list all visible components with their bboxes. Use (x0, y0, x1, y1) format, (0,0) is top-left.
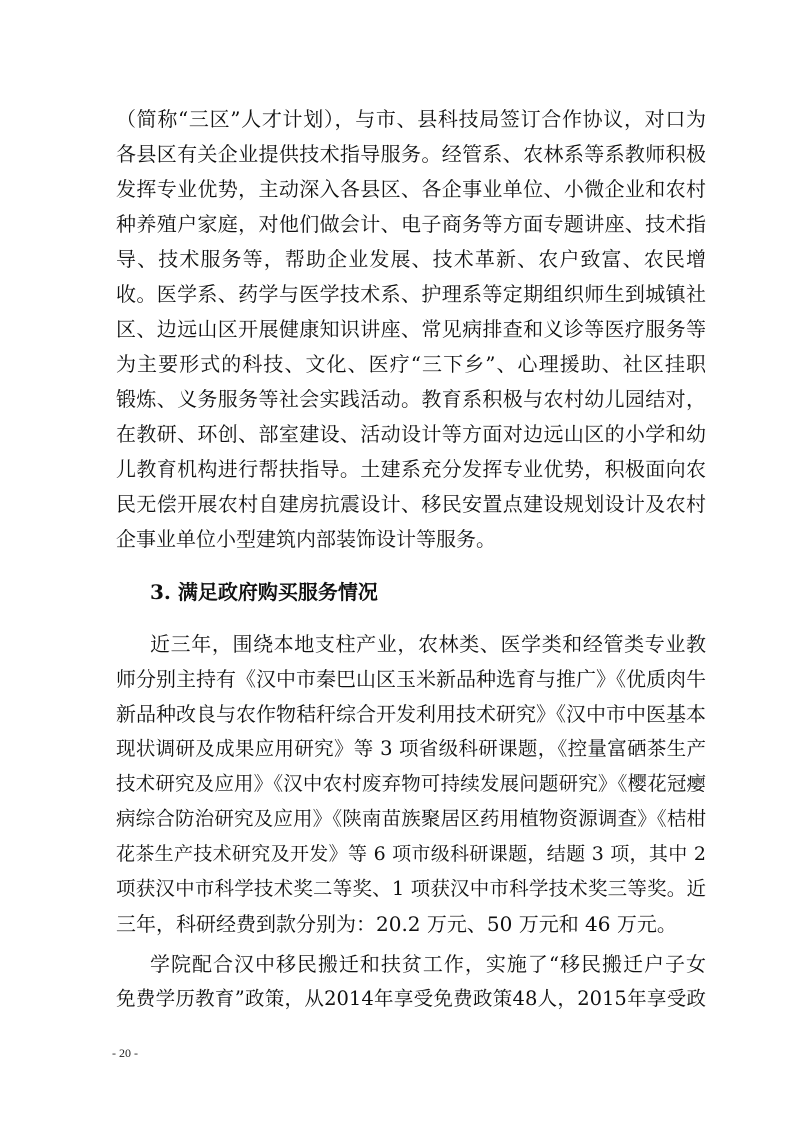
text-line: 病综合防治研究及应用》《陕南苗族聚居区药用植物资源调查》《桔柑 (116, 807, 706, 830)
text-line: 儿教育机构进行帮扶指导。土建系充分发挥专业优势，积极面向农 (116, 457, 706, 481)
text-line: 近三年，围绕本地支柱产业，农林类、医学类和经管类专业教 (150, 632, 706, 656)
text-line: 企事业单位小型建筑内部装饰设计等服务。 (116, 527, 496, 551)
text-line: 项获汉中市科学技术奖二等奖、1 项获汉中市科学技术奖三等奖。近 (116, 877, 706, 900)
text-line: 各县区有关企业提供技术指导服务。经管系、农林系等系教师积极 (116, 142, 706, 166)
text-line: 学院配合汉中移民搬迁和扶贫工作，实施了“移民搬迁户子女 (150, 952, 706, 976)
text-line: 在教研、环创、部室建设、活动设计等方面对边远山区的小学和幼 (116, 422, 706, 446)
text-line: 现状调研及成果应用研究》等 3 项省级科研课题，《控量富硒茶生产 (116, 737, 706, 760)
text-line: 区、边远山区开展健康知识讲座、常见病排查和义诊等医疗服务等 (116, 317, 706, 341)
text-line: 发挥专业优势，主动深入各县区、各企事业单位、小微企业和农村 (116, 177, 706, 201)
text-line: 师分别主持有《汉中市秦巴山区玉米新品种选育与推广》《优质肉牛 (116, 667, 706, 691)
text-line: 收。医学系、药学与医学技术系、护理系等定期组织师生到城镇社 (116, 282, 706, 306)
text-line: 免费学历教育”政策，从2014年享受免费政策48人，2015年享受政 (116, 987, 706, 1010)
text-line: 花茶生产技术研究及开发》等 6 项市级科研课题，结题 3 项，其中 2 (116, 843, 706, 865)
text-line: 为主要形式的科技、文化、医疗“三下乡”、心理援助、社区挂职 (116, 352, 706, 376)
page-number: - 20 - (112, 1046, 138, 1060)
text-line: 新品种改良与农作物秸秆综合开发利用技术研究》《汉中市中医基本 (116, 702, 706, 726)
text-line: 锻炼、义务服务等社会实践活动。教育系积极与农村幼儿园结对， (116, 387, 706, 411)
text-line: 导、技术服务等，帮助企业发展、技术革新、农户致富、农民增 (116, 247, 706, 271)
text-line: （简称“三区”人才计划），与市、县科技局签订合作协议，对口为 (116, 107, 706, 131)
section-heading: 3. 满足政府购买服务情况 (150, 580, 378, 604)
text-line: 民无偿开展农村自建房抗震设计、移民安置点建设规划设计及农村 (116, 492, 706, 516)
text-line: 三年，科研经费到款分别为：20.2 万元、50 万元和 46 万元。 (116, 912, 677, 936)
text-line: 技术研究及应用》《汉中农村废弃物可持续发展问题研究》《樱花冠瘿 (116, 772, 706, 795)
text-line: 种养殖户家庭，对他们做会计、电子商务等方面专题讲座、技术指 (116, 212, 706, 236)
